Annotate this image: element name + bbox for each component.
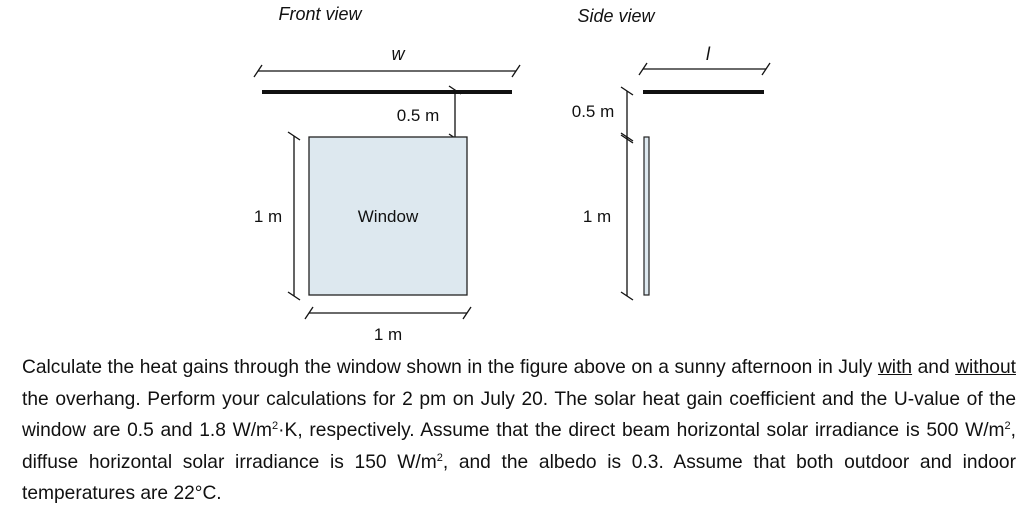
- window-label: Window: [357, 207, 419, 226]
- front-gap-label: 0.5 m: [396, 106, 440, 125]
- middle-dot: ·: [278, 420, 285, 441]
- overhang-length-label: l: [706, 44, 710, 64]
- superscript-3: 2: [436, 451, 443, 464]
- overhang-width-dimension: [254, 65, 520, 77]
- side-gap-label: 0.5 m: [571, 102, 615, 121]
- window-width-dimension: [305, 307, 471, 319]
- problem-text-3: K, respectively. Assume that the direct beam horizontal solar irradiance is 500 W/m: [284, 420, 1005, 441]
- problem-with: with: [877, 357, 913, 378]
- overhang-length-dimension: [639, 63, 770, 75]
- front-gap-dimension: [449, 86, 461, 142]
- superscript-2: 2: [1004, 420, 1011, 432]
- problem-and: and: [917, 357, 950, 378]
- overhang-width-label: w: [391, 44, 405, 64]
- problem-text-1: Calculate the heat gains through the window shown in the figure above on a sunny afternoon in July: [22, 357, 873, 378]
- superscript-1: 2: [272, 420, 279, 432]
- problem-text-2: the overhang. Perform your calculations for 2 pm on July 20. The solar heat gain coefficient and the U-value of the window are 0.5 and 1.8 W/m: [22, 388, 1016, 441]
- window-side-edge: [644, 137, 649, 295]
- problem-statement: [22, 352, 1016, 510]
- side-height-label: 1 m: [582, 207, 612, 226]
- side-height-dimension: [621, 133, 633, 300]
- problem-without: without: [955, 357, 1016, 378]
- problem-text-4: , diffuse horizontal solar irradiance is 150 W/m: [22, 420, 1016, 473]
- window-width-label: 1 m: [373, 325, 403, 344]
- front-height-dimension: [288, 132, 300, 300]
- front-view-title: Front view: [278, 4, 362, 24]
- problem-text-5: , and the albedo is 0.3. Assume that both outdoor and indoor temperatures are 22°C.: [22, 451, 1016, 504]
- front-height-label: 1 m: [253, 207, 283, 226]
- side-view-title: Side view: [577, 6, 655, 26]
